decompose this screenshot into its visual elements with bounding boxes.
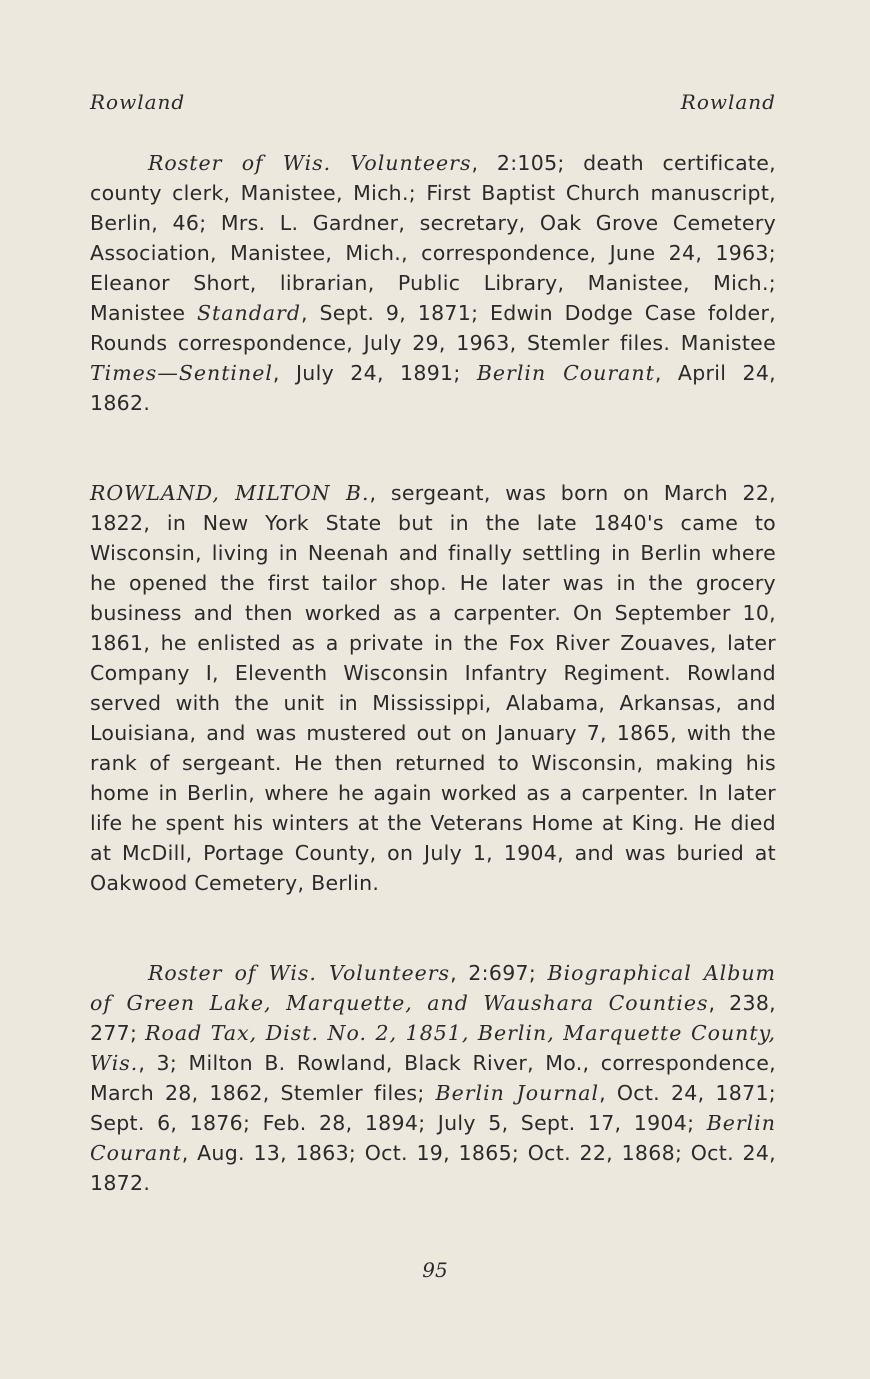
citation-text: , 2:697;	[450, 961, 548, 985]
citation-text: , 238, 277;	[90, 991, 776, 1045]
sources-paragraph-1	[90, 148, 776, 418]
header-right: Rowland	[680, 90, 776, 114]
citation-text: , July 24, 1891;	[272, 361, 477, 385]
citation-text: , Sept. 9, 1871; Edwin Dodge Case folder, Rounds correspondence, July 29, 1963, Stemler files. Manistee	[90, 301, 776, 355]
citation-title: Road Tax, Dist. No. 2, 1851, Berlin, Marquette County, Wis.	[90, 1021, 776, 1075]
citation-title: Roster of Wis. Volunteers	[148, 151, 472, 175]
citation-text: , April 24, 1862.	[90, 361, 777, 415]
header-left: Rowland	[90, 90, 186, 114]
citation-title: Berlin Courant	[476, 361, 655, 385]
biography-paragraph	[90, 478, 776, 898]
citation-text: , Aug. 13, 1863; Oct. 19, 1865; Oct. 22, 1868; Oct. 24, 1872.	[90, 1141, 776, 1195]
citation-text: , 2:105; death certificate, county clerk, Manistee, Mich.; First Baptist Church manuscript, Berlin, 46; Mrs. L. Gardner, secretary, Oak Grove Cemetery Association, Manistee, Mich., correspondence, June 24, 1963; Eleanor Short, librarian, Public Library, Manistee, Mich.; Manistee	[90, 151, 776, 325]
citation-text: , 3; Milton B. Rowland, Black River, Mo., correspondence, March 28, 1862, Stemler files;	[90, 1051, 776, 1105]
running-header	[90, 90, 776, 114]
sources-paragraph-2	[90, 958, 776, 1198]
citation-title: Biographical Album of Green Lake, Marquette, and Waushara Counties	[90, 961, 776, 1015]
citation-title: Times—Sentinel	[90, 361, 273, 385]
citation-title: Standard	[196, 301, 301, 325]
entry-name: ROWLAND, MILTON B.	[90, 481, 370, 505]
citation-title: Roster of Wis. Volunteers	[148, 961, 451, 985]
page-number: 95	[422, 1258, 448, 1282]
citation-text: , Oct. 24, 1871; Sept. 6, 1876; Feb. 28, 1894; July 5, Sept. 17, 1904;	[90, 1081, 776, 1135]
biography-text: , sergeant, was born on March 22, 1822, in New York State but in the late 1840's came to Wisconsin, living in Neenah and finally settling in Berlin where he opened the first tailor shop. He later was in the grocery business and then worked as a carpenter. On September 10, 1861, he enlisted as a private in the Fox River Zouaves, later Company I, Eleventh Wisconsin Infantry Regiment. Rowland served with the unit in Mississippi, Alabama, Arkansas, and Louisiana, and was mustered out on January 7, 1865, with the rank of sergeant. He then returned to Wisconsin, making his home in Berlin, where he again worked as a carpenter. In later life he spent his winters at the Veterans Home at King. He died at McDill, Portage County, on July 1, 1904, and was buried at Oakwood Cemetery, Berlin.	[90, 481, 776, 895]
citation-title: Berlin Journal	[435, 1081, 600, 1105]
citation-title: Berlin Courant	[90, 1111, 776, 1165]
